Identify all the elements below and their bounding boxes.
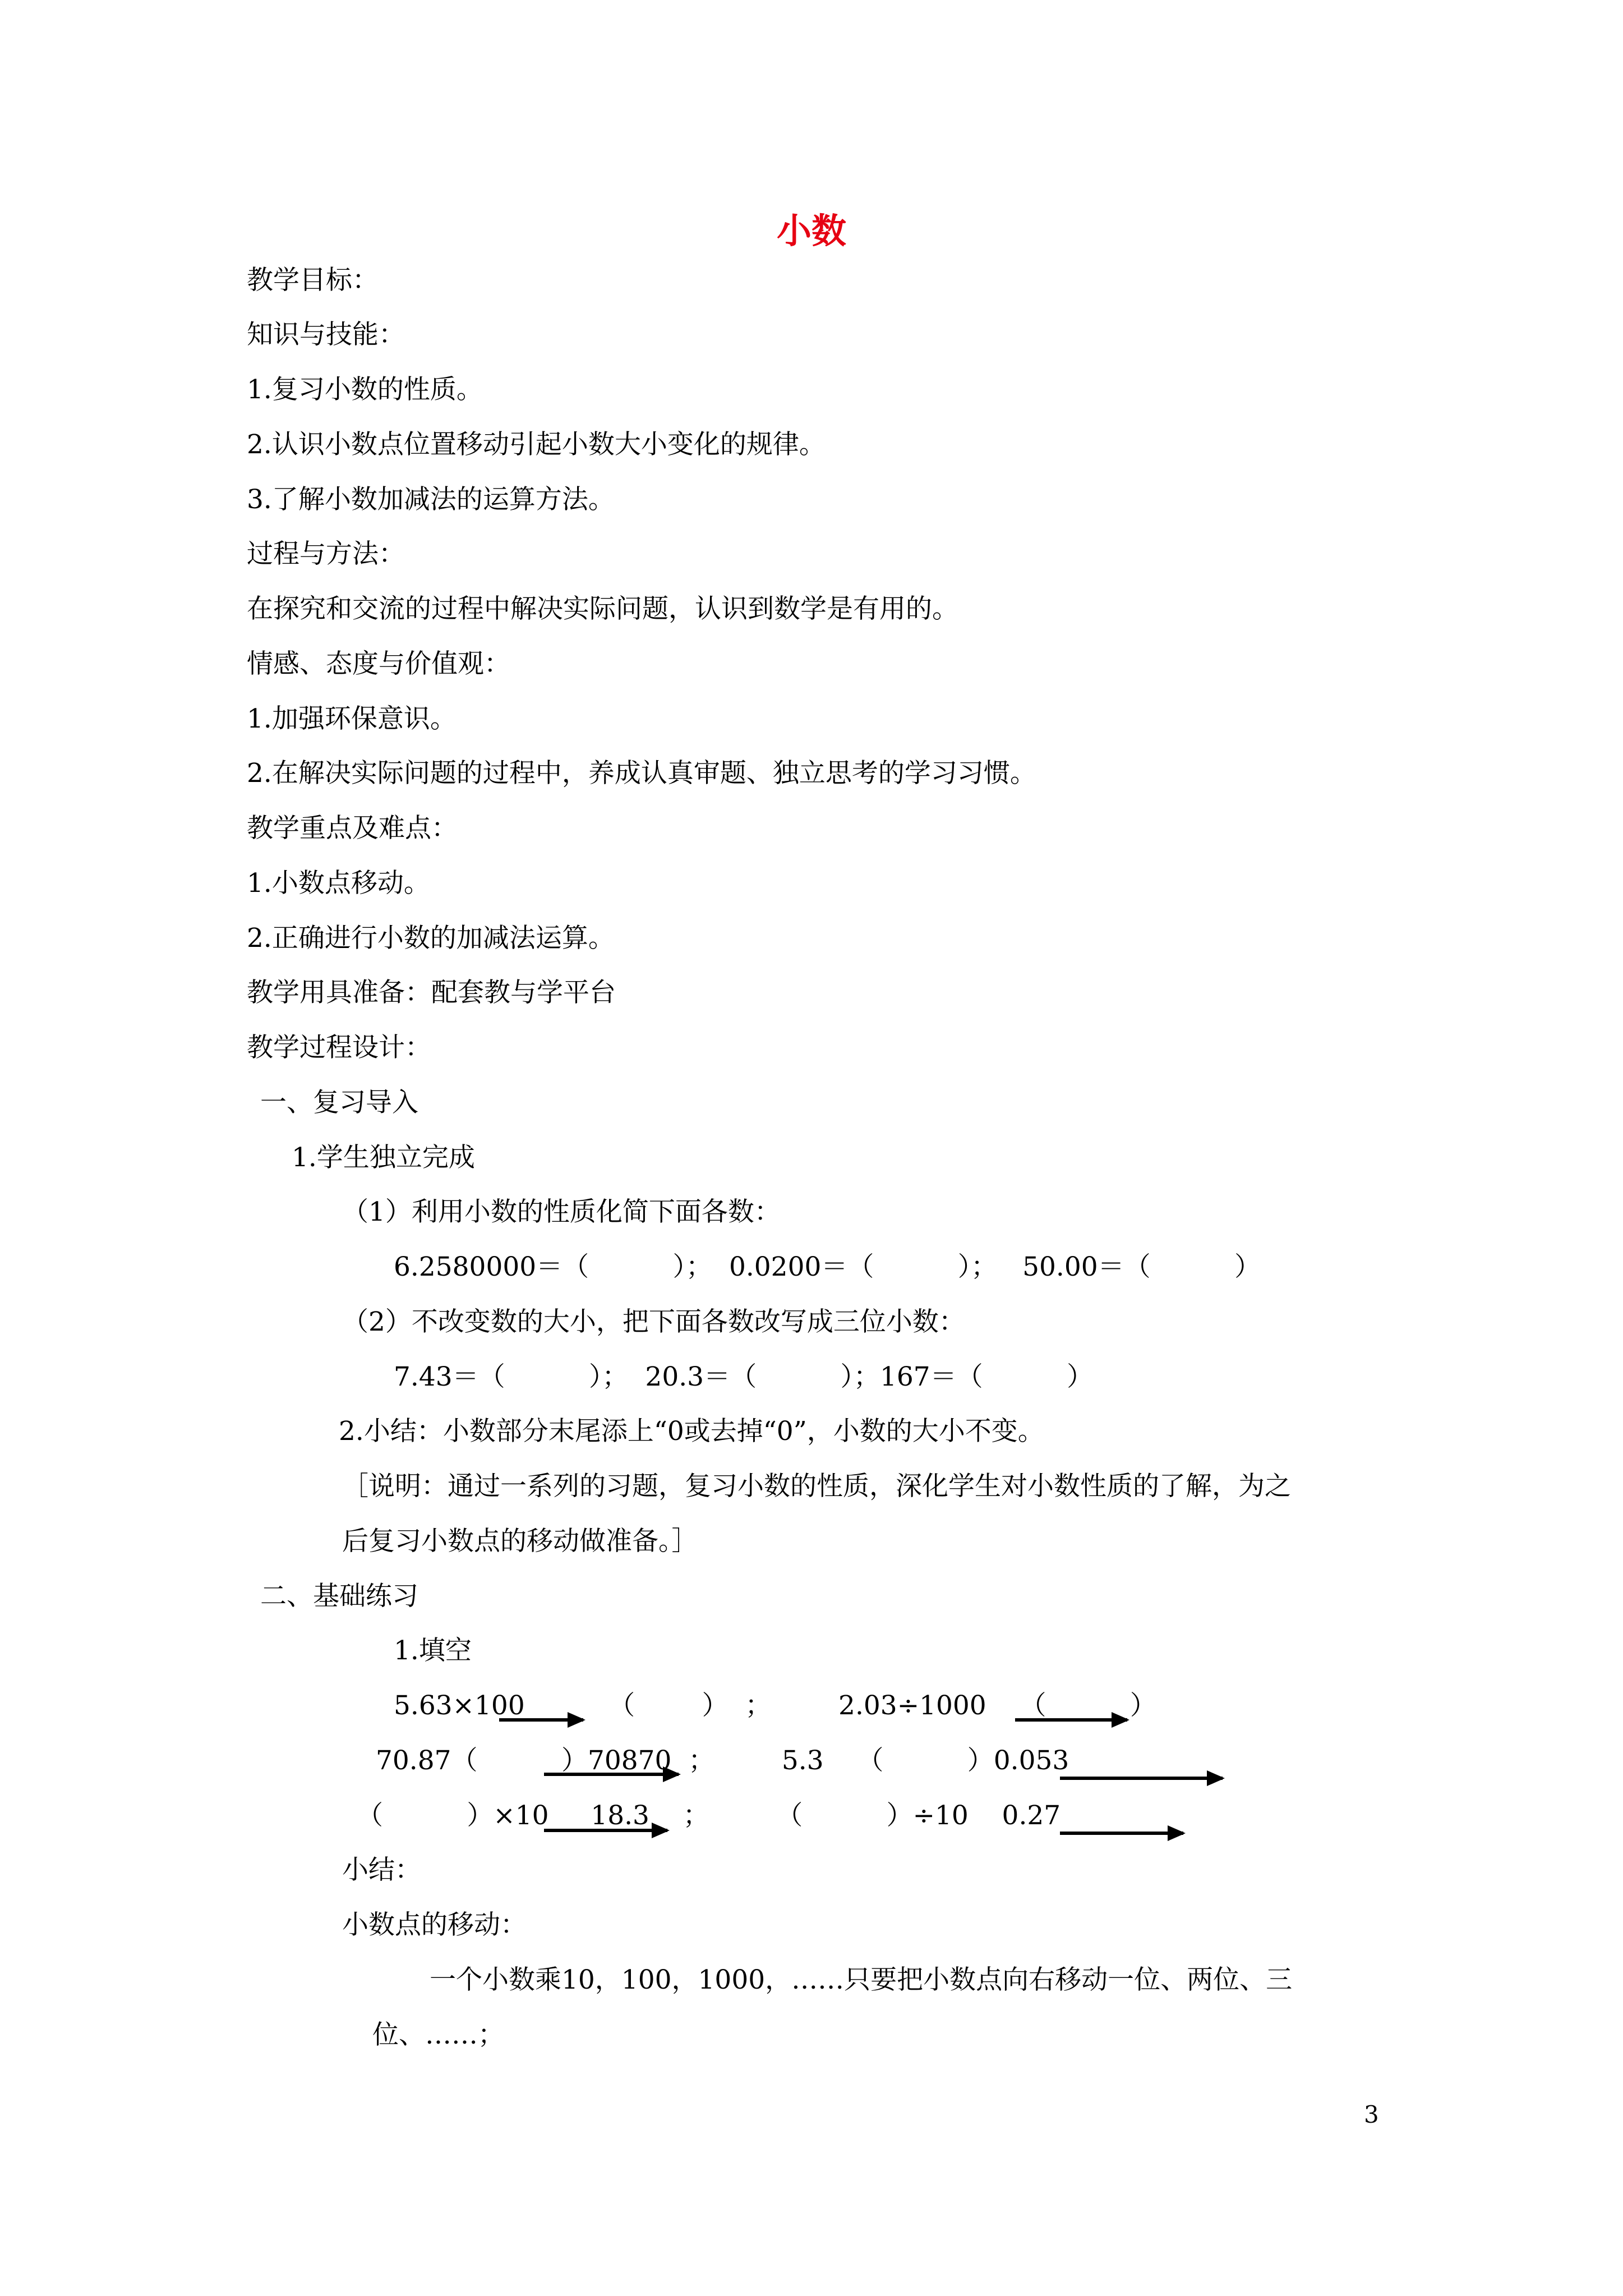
- arrow-right-icon: [499, 1718, 583, 1722]
- process-text: 在探究和交流的过程中解决实际问题，认识到数学是有用的。: [247, 593, 958, 624]
- exercise-2-prompt: （2）不改变数的大小，把下面各数改写成三位小数：: [342, 1306, 965, 1337]
- rule-line-1: 一个小数乘10，100，1000，……只要把小数点向右移动一位、两位、三: [430, 1964, 1293, 1995]
- arrow-right-icon: [1060, 1832, 1183, 1835]
- exercise-1-prompt: （1）利用小数的性质化简下面各数：: [342, 1197, 781, 1227]
- arrow-right-icon: [1060, 1777, 1223, 1780]
- note-line-1: ［说明：通过一系列的习题，复习小数的性质，深化学生对小数性质的了解，为之: [342, 1471, 1291, 1502]
- exercise-2-items: 7.43＝（ ）； 20.3＝（ ）；167＝（ ）: [394, 1361, 1094, 1392]
- section-1-heading: 一、复习导入: [260, 1087, 418, 1118]
- goal-item-3: 3.了解小数加减法的运算方法。: [247, 484, 615, 515]
- fill-blank-row-3: （ ）×10 18.3 ； （ ）÷10 0.27: [357, 1800, 1061, 1831]
- goal-item-1: 1.复习小数的性质。: [247, 374, 483, 405]
- exercise-1-items: 6.2580000＝（ ）； 0.0200＝（ ）； 50.00＝（ ）: [394, 1251, 1261, 1282]
- note-line-2: 后复习小数点的移动做准备。］: [342, 1526, 698, 1557]
- attitude-item-1: 1.加强环保意识。: [247, 703, 457, 734]
- fill-blank-heading: 1.填空: [394, 1635, 472, 1666]
- section-2-heading: 二、基础练习: [260, 1581, 418, 1612]
- teaching-tools: 教学用具准备：配套教与学平台: [247, 977, 616, 1008]
- arrow-right-icon: [544, 1829, 667, 1832]
- rule-line-2: 位、……；: [372, 2019, 504, 2050]
- decimal-point-move-heading: 小数点的移动：: [342, 1910, 527, 1940]
- key-point-1: 1.小数点移动。: [247, 868, 430, 899]
- step-1-heading: 1.学生独立完成: [292, 1142, 475, 1173]
- summary-2-heading: 小结：: [342, 1855, 421, 1885]
- heading-attitude-values: 情感、态度与价值观：: [247, 648, 510, 679]
- heading-key-points: 教学重点及难点：: [247, 813, 458, 844]
- fill-blank-row-1: 5.63×100 （ ） ； 2.03÷1000 （ ）: [394, 1690, 1156, 1721]
- heading-teaching-goals: 教学目标：: [247, 265, 379, 296]
- page-number: 3: [1364, 2101, 1379, 2128]
- goal-item-2: 2.认识小数点位置移动引起小数大小变化的规律。: [247, 429, 826, 460]
- summary-1: 2.小结：小数部分末尾添上“0或去掉“0”，小数的大小不变。: [339, 1416, 1044, 1447]
- heading-process-design: 教学过程设计：: [247, 1032, 431, 1063]
- arrow-right-icon: [544, 1773, 679, 1776]
- key-point-2: 2.正确进行小数的加减法运算。: [247, 923, 615, 954]
- arrow-right-icon: [1015, 1718, 1127, 1722]
- heading-knowledge-skills: 知识与技能：: [247, 319, 405, 350]
- heading-process-method: 过程与方法：: [247, 539, 405, 569]
- fill-blank-row-2: 70.87（ ）70870 ； 5.3 （ ）0.053: [376, 1745, 1069, 1776]
- document-title: 小数: [776, 210, 846, 251]
- attitude-item-2: 2.在解决实际问题的过程中，养成认真审题、独立思考的学习习惯。: [247, 758, 1036, 789]
